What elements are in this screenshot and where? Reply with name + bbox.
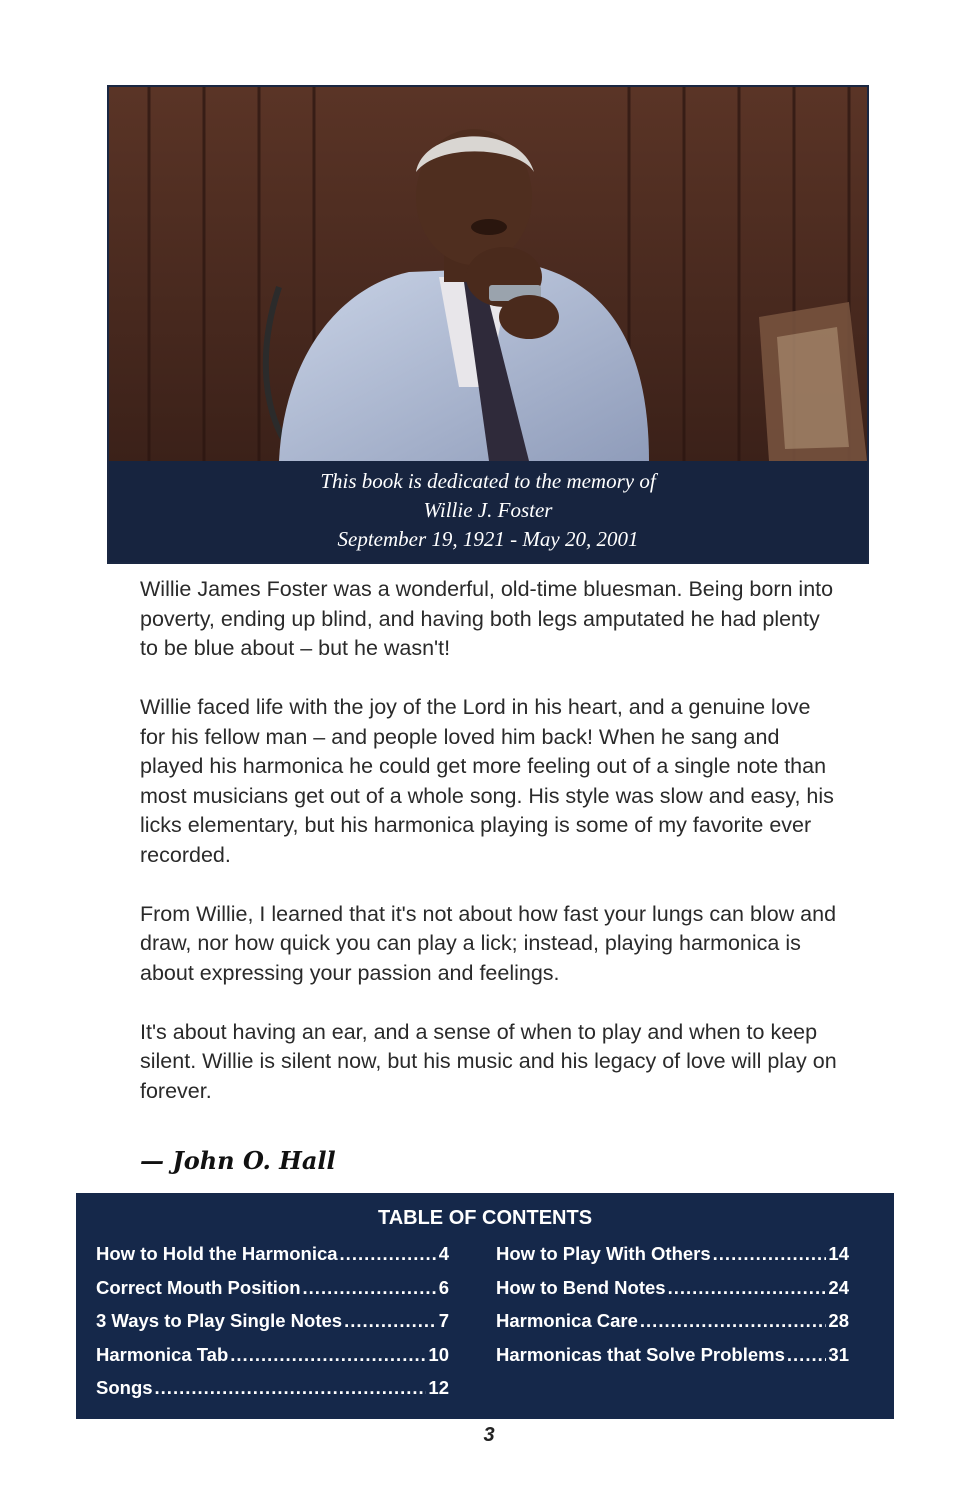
toc-entry-page: 14 <box>828 1243 849 1264</box>
dot-leader <box>340 1243 437 1265</box>
toc-column-left <box>96 1243 449 1411</box>
dot-leader <box>344 1310 437 1332</box>
dedication-line-1: This book is dedicated to the memory of <box>320 469 656 493</box>
toc-entry[interactable] <box>96 1344 449 1378</box>
toc-entry-page: 12 <box>428 1377 449 1399</box>
toc-entry[interactable] <box>496 1310 849 1344</box>
paragraph: Willie James Foster was a wonderful, old-time bluesman. Being born into poverty, ending up blind, and having both legs amputated he had plenty to be blue about – but he wasn't! <box>140 577 834 660</box>
dot-leader <box>713 1243 827 1265</box>
toc-entry-page: 7 <box>438 1310 449 1332</box>
paragraph: From Willie, I learned that it's not about how fast your lungs can blow and draw, nor how quick you can play a lick; instead, playing harmonica is about expressing your passion and feelings. <box>140 901 837 985</box>
toc-entry[interactable] <box>96 1310 449 1344</box>
toc-entry[interactable] <box>96 1377 449 1411</box>
toc-entry-page: 6 <box>438 1276 449 1298</box>
paragraph: It's about having an ear, and a sense of when to play and when to keep silent. Willie is silent now, but his music and his legacy of love will play on forever. <box>140 1019 837 1103</box>
paragraph: Willie faced life with the joy of the Lord in his heart, and a genuine love for his fellow man – and people loved him back! When he sang and played his harmonica he could get more feeling out of a single note than most musicians get out of a whole song. His style was slow and easy, his licks elementary, but his harmonica playing is some of my favorite ever recorded. <box>140 695 834 867</box>
toc-title: TABLE OF CONTENTS <box>377 1207 593 1229</box>
toc-entry-title: How to Hold the Harmonica <box>96 1243 338 1264</box>
toc-entry-title: Songs <box>96 1377 153 1399</box>
dot-leader <box>668 1277 827 1299</box>
dedication-panel <box>107 85 869 564</box>
toc-column-right <box>496 1243 849 1377</box>
tribute-text <box>140 575 840 1136</box>
dot-leader <box>640 1310 827 1332</box>
dot-leader <box>787 1344 827 1366</box>
table-of-contents <box>76 1193 894 1419</box>
dedication-line-2: Willie J. Foster <box>423 498 553 522</box>
author-signature: — John O. Hall <box>140 1146 336 1175</box>
toc-entry-page: 10 <box>428 1343 449 1365</box>
toc-entry-title: Correct Mouth Position <box>96 1276 301 1298</box>
portrait-photo <box>109 87 867 461</box>
toc-entry-page: 31 <box>828 1343 849 1365</box>
toc-entry-page: 28 <box>828 1310 849 1332</box>
toc-entry-page: 4 <box>438 1243 449 1264</box>
toc-entry[interactable] <box>96 1243 449 1277</box>
toc-entry-title: 3 Ways to Play Single Notes <box>96 1310 343 1332</box>
toc-entry-page: 24 <box>828 1276 849 1298</box>
dot-leader <box>303 1277 437 1299</box>
dedication-line-3: September 19, 1921 - May 20, 2001 <box>337 527 639 551</box>
dedication-caption <box>109 461 867 562</box>
toc-entry-title: Harmonica Care <box>496 1310 638 1332</box>
toc-entry-title: Harmonicas that Solve Problems <box>496 1343 785 1365</box>
toc-entry-title: How to Play With Others <box>496 1243 711 1264</box>
toc-entry[interactable] <box>496 1277 849 1311</box>
toc-entry[interactable] <box>496 1344 849 1378</box>
toc-entry[interactable] <box>96 1277 449 1311</box>
dot-leader <box>155 1377 427 1399</box>
toc-entry-title: Harmonica Tab <box>96 1343 229 1365</box>
toc-entry-title: How to Bend Notes <box>496 1276 666 1298</box>
portrait-illustration <box>109 87 867 461</box>
dot-leader <box>230 1344 426 1366</box>
page-number: 3 <box>483 1424 495 1446</box>
toc-entry[interactable] <box>496 1243 849 1277</box>
